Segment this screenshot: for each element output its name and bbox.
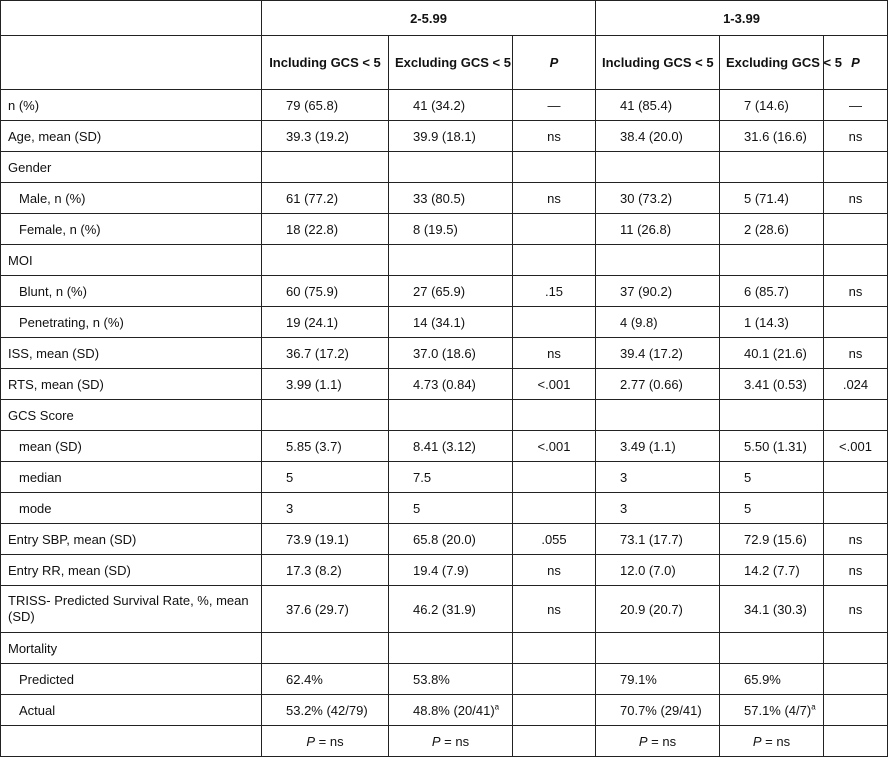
value-cell: 73.1 (17.7) bbox=[596, 524, 720, 555]
p-value-cell: ns bbox=[513, 183, 596, 214]
p-value-cell bbox=[824, 493, 888, 524]
table-header bbox=[1, 1, 888, 90]
p-value-cell bbox=[513, 307, 596, 338]
value-cell bbox=[720, 695, 824, 726]
table-row bbox=[1, 493, 888, 524]
value-cell: 3.41 (0.53) bbox=[720, 369, 824, 400]
value-cell: 70.7% (29/41) bbox=[596, 695, 720, 726]
p-value-cell bbox=[824, 695, 888, 726]
p-value-cell bbox=[513, 462, 596, 493]
table-row bbox=[1, 152, 888, 183]
value-cell: 34.1 (30.3) bbox=[720, 586, 824, 633]
p-value-cell: .15 bbox=[513, 276, 596, 307]
p-value-cell: — bbox=[824, 90, 888, 121]
p-value-cell: ns bbox=[513, 555, 596, 586]
row-label: median bbox=[1, 462, 262, 493]
value-cell bbox=[596, 400, 720, 431]
value-cell: 3.99 (1.1) bbox=[262, 369, 389, 400]
value-cell: 19.4 (7.9) bbox=[389, 555, 513, 586]
value-cell: 53.2% (42/79) bbox=[262, 695, 389, 726]
table-body bbox=[1, 90, 888, 757]
p-value-cell bbox=[513, 400, 596, 431]
value-cell: 5 bbox=[720, 493, 824, 524]
table-row bbox=[1, 121, 888, 152]
value-cell: 53.8% bbox=[389, 664, 513, 695]
row-label: Predicted bbox=[1, 664, 262, 695]
row-label: Entry SBP, mean (SD) bbox=[1, 524, 262, 555]
value-cell: 7 (14.6) bbox=[720, 90, 824, 121]
sub-header-p-group1: P bbox=[513, 36, 596, 90]
value-cell: 11 (26.8) bbox=[596, 214, 720, 245]
p-value-cell bbox=[824, 152, 888, 183]
p-value-cell: ns bbox=[513, 338, 596, 369]
p-equals-text: P = ns bbox=[752, 733, 791, 749]
sub-header-row bbox=[1, 36, 888, 90]
value-cell: 8 (19.5) bbox=[389, 214, 513, 245]
cell-text: 48.8% (20/41) bbox=[413, 702, 495, 718]
value-cell: 5 (71.4) bbox=[720, 183, 824, 214]
p-value-cell bbox=[824, 307, 888, 338]
value-cell: 31.6 (16.6) bbox=[720, 121, 824, 152]
value-cell bbox=[596, 152, 720, 183]
table-row bbox=[1, 586, 888, 633]
value-cell: 39.9 (18.1) bbox=[389, 121, 513, 152]
value-cell: 4.73 (0.84) bbox=[389, 369, 513, 400]
value-cell bbox=[262, 726, 389, 757]
table-row bbox=[1, 462, 888, 493]
p-value-cell bbox=[513, 695, 596, 726]
p-value-cell: ns bbox=[513, 121, 596, 152]
value-cell: 62.4% bbox=[262, 664, 389, 695]
table-row bbox=[1, 524, 888, 555]
p-value-cell bbox=[824, 726, 888, 757]
group-header-2-5-99: 2-5.99 bbox=[262, 1, 596, 36]
value-cell: 73.9 (19.1) bbox=[262, 524, 389, 555]
value-cell bbox=[389, 245, 513, 276]
value-cell: 3.49 (1.1) bbox=[596, 431, 720, 462]
row-label: n (%) bbox=[1, 90, 262, 121]
row-label: MOI bbox=[1, 245, 262, 276]
value-cell bbox=[720, 400, 824, 431]
footnote-marker: a bbox=[811, 702, 816, 712]
value-cell: 39.3 (19.2) bbox=[262, 121, 389, 152]
value-cell: 5.85 (3.7) bbox=[262, 431, 389, 462]
value-cell bbox=[389, 633, 513, 664]
table-row bbox=[1, 695, 888, 726]
value-cell: 41 (34.2) bbox=[389, 90, 513, 121]
p-value-cell bbox=[513, 152, 596, 183]
value-cell bbox=[720, 152, 824, 183]
value-cell: 5 bbox=[389, 493, 513, 524]
row-label: Actual bbox=[1, 695, 262, 726]
value-cell: 2.77 (0.66) bbox=[596, 369, 720, 400]
value-cell: 40.1 (21.6) bbox=[720, 338, 824, 369]
table-row bbox=[1, 431, 888, 462]
p-value-cell bbox=[824, 664, 888, 695]
table-row bbox=[1, 276, 888, 307]
p-value-cell: ns bbox=[824, 276, 888, 307]
value-cell: 2 (28.6) bbox=[720, 214, 824, 245]
value-cell bbox=[720, 245, 824, 276]
row-label: Male, n (%) bbox=[1, 183, 262, 214]
row-label: mean (SD) bbox=[1, 431, 262, 462]
p-value-cell bbox=[824, 245, 888, 276]
row-label: Age, mean (SD) bbox=[1, 121, 262, 152]
p-value-cell: ns bbox=[824, 555, 888, 586]
row-label bbox=[1, 726, 262, 757]
table-row bbox=[1, 245, 888, 276]
value-cell: 5 bbox=[262, 462, 389, 493]
row-label: mode bbox=[1, 493, 262, 524]
sub-header-p-group2: P bbox=[824, 36, 888, 90]
group-header-1-3-99: 1-3.99 bbox=[596, 1, 888, 36]
row-label: Gender bbox=[1, 152, 262, 183]
value-cell: 79.1% bbox=[596, 664, 720, 695]
table-row bbox=[1, 90, 888, 121]
value-cell: 61 (77.2) bbox=[262, 183, 389, 214]
sub-header-including-gcs-group1: Including GCS < 5 bbox=[262, 36, 389, 90]
value-cell: 17.3 (8.2) bbox=[262, 555, 389, 586]
value-cell: 5.50 (1.31) bbox=[720, 431, 824, 462]
value-cell: 20.9 (20.7) bbox=[596, 586, 720, 633]
p-value-cell: ns bbox=[513, 586, 596, 633]
value-cell bbox=[596, 726, 720, 757]
value-cell: 41 (85.4) bbox=[596, 90, 720, 121]
p-value-cell bbox=[824, 633, 888, 664]
table-row bbox=[1, 633, 888, 664]
value-cell: 3 bbox=[262, 493, 389, 524]
sub-header-corner-cell bbox=[1, 36, 262, 90]
value-cell: 46.2 (31.9) bbox=[389, 586, 513, 633]
value-cell: 65.8 (20.0) bbox=[389, 524, 513, 555]
value-cell bbox=[389, 695, 513, 726]
value-cell bbox=[389, 152, 513, 183]
p-value-cell bbox=[824, 462, 888, 493]
sub-header-excluding-gcs-group1: Excluding GCS < 5 bbox=[389, 36, 513, 90]
row-label: Entry RR, mean (SD) bbox=[1, 555, 262, 586]
p-value-cell: — bbox=[513, 90, 596, 121]
p-value-cell bbox=[513, 245, 596, 276]
value-cell bbox=[389, 726, 513, 757]
value-cell: 6 (85.7) bbox=[720, 276, 824, 307]
value-cell bbox=[720, 633, 824, 664]
table-row bbox=[1, 214, 888, 245]
p-value-cell: ns bbox=[824, 586, 888, 633]
p-value-cell bbox=[513, 633, 596, 664]
value-cell bbox=[262, 633, 389, 664]
row-label: ISS, mean (SD) bbox=[1, 338, 262, 369]
p-value-cell bbox=[513, 726, 596, 757]
value-cell: 60 (75.9) bbox=[262, 276, 389, 307]
p-value-cell: ns bbox=[824, 121, 888, 152]
value-cell: 39.4 (17.2) bbox=[596, 338, 720, 369]
table-row bbox=[1, 400, 888, 431]
table-row bbox=[1, 183, 888, 214]
p-equals-text: P = ns bbox=[638, 733, 677, 749]
value-cell: 72.9 (15.6) bbox=[720, 524, 824, 555]
sub-header-excluding-gcs-group2: Excluding GCS < 5 bbox=[720, 36, 824, 90]
value-cell: 65.9% bbox=[720, 664, 824, 695]
value-cell: 19 (24.1) bbox=[262, 307, 389, 338]
p-value-cell: ns bbox=[824, 183, 888, 214]
value-cell: 4 (9.8) bbox=[596, 307, 720, 338]
value-cell: 38.4 (20.0) bbox=[596, 121, 720, 152]
value-cell bbox=[262, 152, 389, 183]
p-equals-text: P = ns bbox=[306, 733, 344, 749]
value-cell: 12.0 (7.0) bbox=[596, 555, 720, 586]
p-value-cell: ns bbox=[824, 524, 888, 555]
value-cell bbox=[596, 633, 720, 664]
p-value-cell bbox=[824, 400, 888, 431]
value-cell: 18 (22.8) bbox=[262, 214, 389, 245]
value-cell: 3 bbox=[596, 462, 720, 493]
value-cell bbox=[720, 726, 824, 757]
cell-text: 57.1% (4/7) bbox=[744, 702, 812, 718]
p-value-cell: .024 bbox=[824, 369, 888, 400]
value-cell: 37.0 (18.6) bbox=[389, 338, 513, 369]
value-cell: 27 (65.9) bbox=[389, 276, 513, 307]
table-row bbox=[1, 369, 888, 400]
value-cell bbox=[389, 400, 513, 431]
value-cell: 3 bbox=[596, 493, 720, 524]
table-row bbox=[1, 307, 888, 338]
value-cell bbox=[596, 245, 720, 276]
row-label: GCS Score bbox=[1, 400, 262, 431]
header-corner-cell bbox=[1, 1, 262, 36]
value-cell: 5 bbox=[720, 462, 824, 493]
value-cell: 14.2 (7.7) bbox=[720, 555, 824, 586]
row-label: Mortality bbox=[1, 633, 262, 664]
table-row bbox=[1, 726, 888, 757]
value-cell bbox=[262, 245, 389, 276]
table-row bbox=[1, 338, 888, 369]
value-cell: 37 (90.2) bbox=[596, 276, 720, 307]
p-value-cell: <.001 bbox=[513, 369, 596, 400]
value-cell: 30 (73.2) bbox=[596, 183, 720, 214]
p-value-cell: ns bbox=[824, 338, 888, 369]
table-row bbox=[1, 664, 888, 695]
value-cell: 36.7 (17.2) bbox=[262, 338, 389, 369]
p-value-cell: <.001 bbox=[824, 431, 888, 462]
group-header-row bbox=[1, 1, 888, 36]
value-cell: 79 (65.8) bbox=[262, 90, 389, 121]
row-label: Blunt, n (%) bbox=[1, 276, 262, 307]
p-equals-text: P = ns bbox=[431, 733, 470, 749]
row-label: TRISS- Predicted Survival Rate, %, mean (SD) bbox=[1, 586, 262, 633]
p-value-cell: .055 bbox=[513, 524, 596, 555]
value-cell bbox=[262, 400, 389, 431]
p-value-cell bbox=[824, 214, 888, 245]
value-cell: 8.41 (3.12) bbox=[389, 431, 513, 462]
p-value-cell bbox=[513, 664, 596, 695]
p-value-cell: <.001 bbox=[513, 431, 596, 462]
value-cell: 1 (14.3) bbox=[720, 307, 824, 338]
table-row bbox=[1, 555, 888, 586]
row-label: Penetrating, n (%) bbox=[1, 307, 262, 338]
p-value-cell bbox=[513, 214, 596, 245]
p-value-cell bbox=[513, 493, 596, 524]
value-cell: 37.6 (29.7) bbox=[262, 586, 389, 633]
value-cell: 7.5 bbox=[389, 462, 513, 493]
sub-header-including-gcs-group2: Including GCS < 5 bbox=[596, 36, 720, 90]
footnote-marker: a bbox=[494, 702, 500, 712]
row-label: RTS, mean (SD) bbox=[1, 369, 262, 400]
row-label: Female, n (%) bbox=[1, 214, 262, 245]
value-cell: 33 (80.5) bbox=[389, 183, 513, 214]
value-cell: 14 (34.1) bbox=[389, 307, 513, 338]
